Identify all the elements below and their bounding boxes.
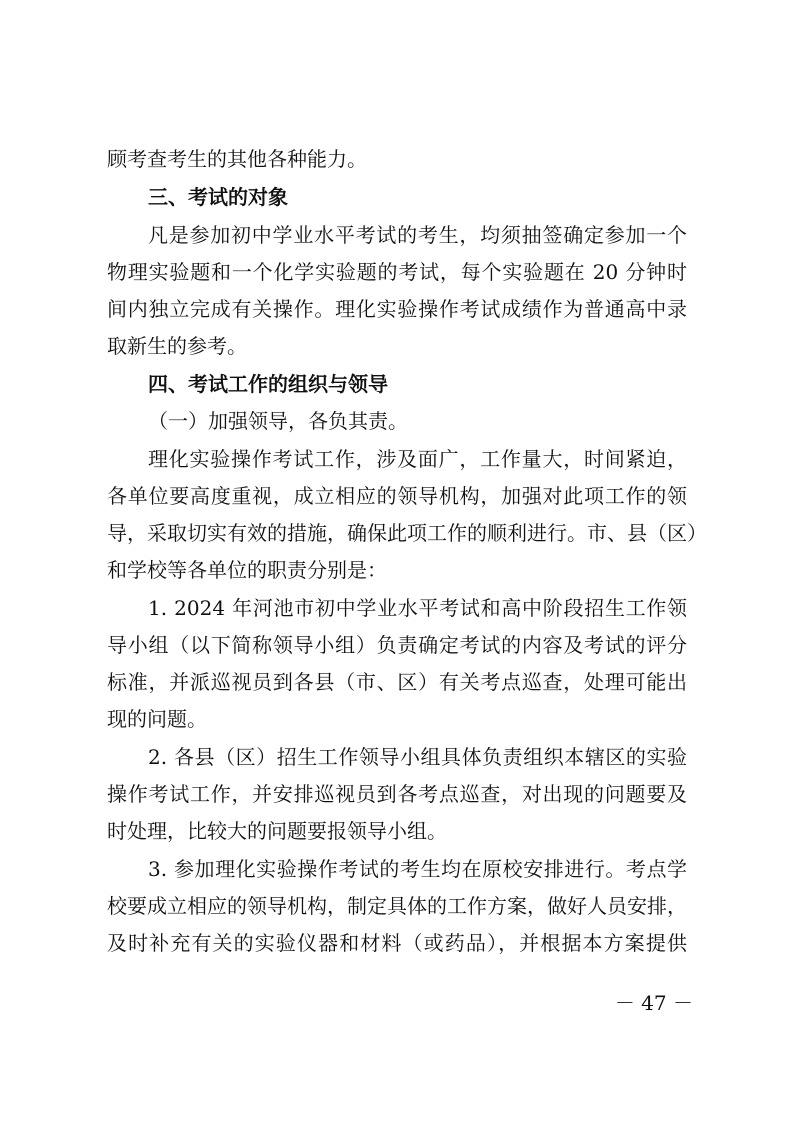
text-line: 导小组（以下简称领导小组）负责确定考试的内容及考试的评分 <box>107 633 687 657</box>
text-line: 操作考试工作，并安排巡视员到各考点巡查，对出现的问题要及 <box>107 782 687 806</box>
text-line: 顾考查考生的其他各种能力。 <box>107 147 367 171</box>
text-line: 理化实验操作考试工作，涉及面广，工作量大，时间紧迫， <box>148 447 687 471</box>
text-line: 校要成立相应的领导机构，制定具体的工作方案，做好人员安排， <box>107 894 687 918</box>
section-heading-4: 四、考试工作的组织与领导 <box>148 372 388 396</box>
text-line: 1. 2024 年河池市初中学业水平考试和高中阶段招生工作领 <box>148 596 687 620</box>
text-line: 和学校等各单位的职责分别是： <box>107 558 387 582</box>
text-line: 取新生的参考。 <box>107 334 247 358</box>
text-line: 间内独立完成有关操作。理化实验操作考试成绩作为普通高中录 <box>107 297 687 321</box>
text-line: 物理实验题和一个化学实验题的考试，每个实验题在 20 分钟时 <box>107 260 687 284</box>
text-line: 时处理，比较大的问题要报领导小组。 <box>107 819 447 843</box>
text-line: 凡是参加初中学业水平考试的考生，均须抽签确定参加一个 <box>148 223 687 247</box>
text-line: 导，采取切实有效的措施，确保此项工作的顺利进行。市、县（区） <box>107 521 707 545</box>
section-heading-3: 三、考试的对象 <box>148 185 288 209</box>
text-line: 2. 各县（区）招生工作领导小组具体负责组织本辖区的实验 <box>148 745 687 769</box>
text-line: 标准，并派巡视员到各县（市、区）有关考点巡查，处理可能出 <box>107 670 687 694</box>
page-number: － 47 － <box>614 991 693 1015</box>
subsection-heading: （一）加强领导，各负其责。 <box>148 409 408 433</box>
text-line: 各单位要高度重视，成立相应的领导机构，加强对此项工作的领 <box>107 484 687 508</box>
text-line: 及时补充有关的实验仪器和材料（或药品），并根据本方案提供 <box>107 931 687 955</box>
text-line: 3. 参加理化实验操作考试的考生均在原校安排进行。考点学 <box>148 857 687 881</box>
text-line: 现的问题。 <box>107 707 207 731</box>
